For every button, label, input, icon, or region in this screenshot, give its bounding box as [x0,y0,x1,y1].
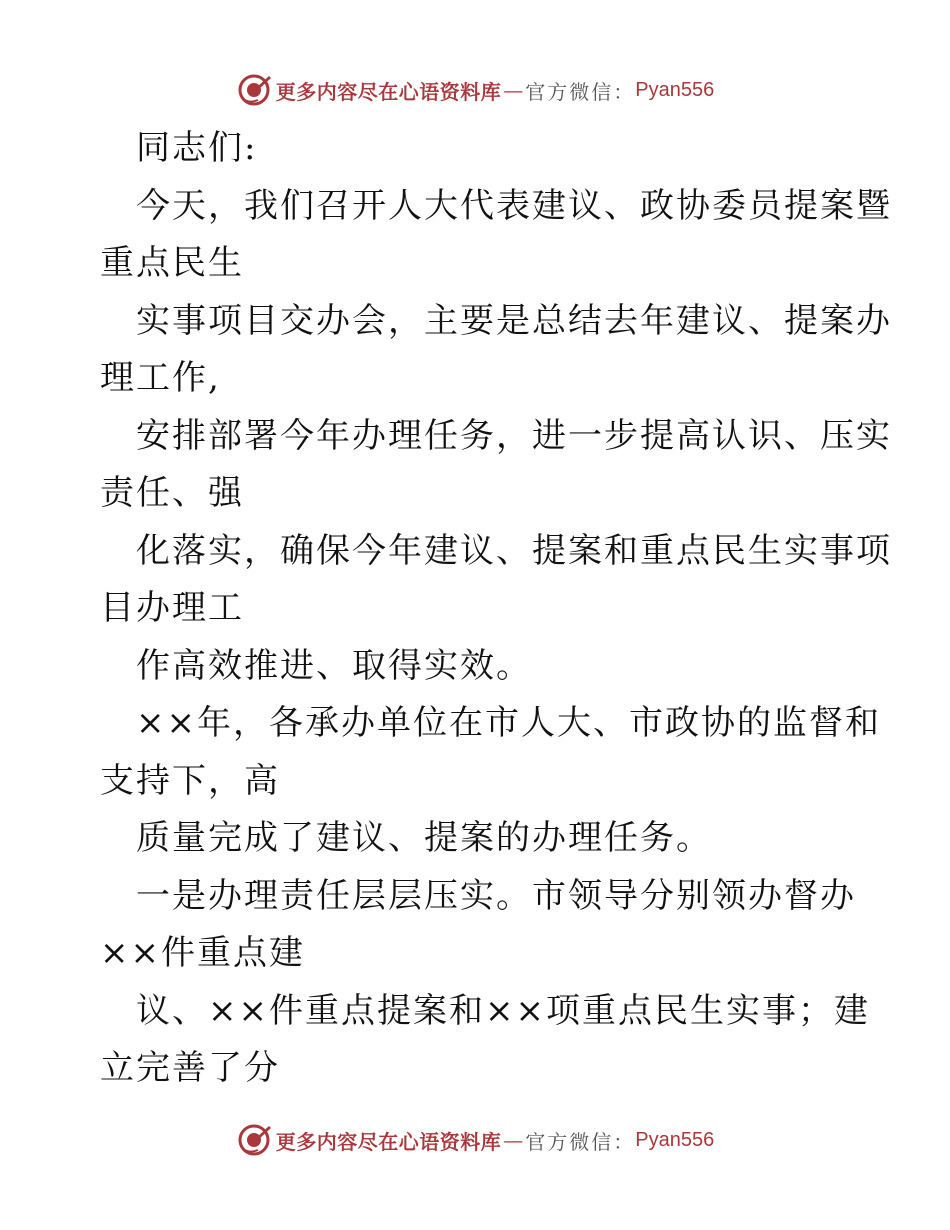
text-line: 同志们: [136,128,258,168]
text-line: 重点民生 [100,243,244,283]
text-line: ××件重点建 [100,933,305,973]
banner-wechat-label: 官方微信： [525,79,636,104]
text-line: ××年，各承办单位在市人大、市政协的监督和 [136,703,881,743]
text-line: 一是办理责任层层压实。市领导分别领办督办 [136,875,856,916]
pen-circle-logo-icon [236,72,272,108]
banner-title: 更多内容尽在心语资料库 [275,79,502,104]
text-line: 支持下，高 [100,760,280,801]
text-line: 作高效推进、取得实效。 [136,645,532,686]
header-banner [0,70,950,110]
text-line: 理工作, [100,358,221,398]
text-line: 立完善了分 [100,1048,280,1088]
footer-wechat-label: 官方微信： [525,1129,636,1154]
text-line: 化落实，确保今年建议、提案和重点民生实事项 [136,530,892,571]
footer-dash: — [503,1128,524,1152]
banner-dash: — [503,78,524,102]
footer-wechat-id: Pyan556 [635,1128,715,1151]
text-line: 责任、强 [100,473,244,513]
pen-circle-logo-icon [236,1122,272,1158]
footer-banner [0,1120,950,1160]
text-line: 实事项目交办会，主要是总结去年建议、提案办 [136,300,892,341]
banner-wechat-id: Pyan556 [635,78,715,101]
footer-title: 更多内容尽在心语资料库 [275,1129,502,1154]
text-line: 目办理工 [100,588,244,628]
text-line: 安排部署今年办理任务，进一步提高认识、压实 [136,415,892,456]
text-line: 今天，我们召开人大代表建议、政协委员提案暨 [136,185,892,226]
text-line: 议、××件重点提案和××项重点民生实事；建 [136,990,870,1031]
text-line: 质量完成了建议、提案的办理任务。 [136,818,712,858]
document-body [100,120,892,1098]
